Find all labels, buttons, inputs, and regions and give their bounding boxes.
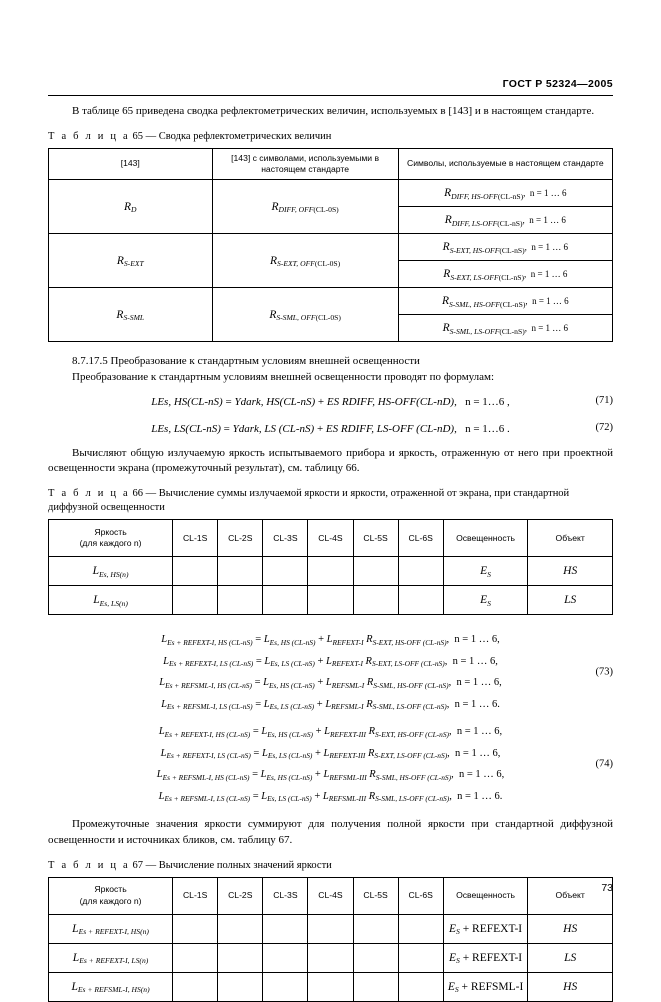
formula-74-line-4: $L_{Es + REFSML-I, LS (CL-nS)} = L_{Es, LS (CL-nS)} + L_{REFSML-III}$ $R_{S-SML, LS-OFF (CL-nS)}$, n = 1 … 6. [158, 790, 503, 804]
table-67-cell [218, 914, 263, 943]
formula-73-group [48, 629, 613, 715]
table-65-cell-symbol: $R_{S-EXT, OFF(CL-0S)}$ [212, 234, 398, 288]
formula-73-line-2: $L_{Es + REFEXT-I, LS (CL-nS)} = L_{Es, LS (CL-nS)} + L_{REFEXT-I}$ $R_{S-EXT, LS-OFF (CL-nS)}$, n = 1 … 6, [163, 655, 498, 669]
formula-72-number: (72) [595, 421, 613, 433]
table-65-cell-symbol: $R_{S-SML, LS-OFF(CL-nS)}$, n = 1 … 6 [398, 315, 612, 342]
intro-paragraph: В таблице 65 приведена сводка рефлектометрических величин, используемых в [143] и в настоящем стандарте. [72, 105, 595, 117]
formula-73-line-1: $L_{Es + REFEXT-I, HS (CL-nS)} = L_{Es, HS (CL-nS)} + L_{REFEXT-I}$ $R_{S-EXT, HS-OFF (CL-nS)}$, n = 1 … 6, [161, 634, 500, 647]
table-67-cell [263, 972, 308, 1001]
table-67-cell [218, 943, 263, 972]
table-67 [48, 877, 613, 1002]
table-67-cell [173, 972, 218, 1001]
table-66-cell-object: HS [528, 557, 613, 586]
table-67-cell-illuminance: $E_S$ + REFSML-I [443, 972, 528, 1001]
table-66-caption-text: 66 — Вычисление суммы излучаемой яркости и яркости, отраженной от экрана, при стандартной диффузной освещенности [48, 488, 570, 514]
table-67-caption-text: 67 — Вычисление полных значений яркости [132, 859, 332, 871]
section-title: 8.7.17.5 Преобразование к стандартным условиям внешней освещенности [72, 355, 420, 368]
table-66-header-cl4s: CL-4S [308, 520, 353, 557]
table-66-cell-illuminance: $E_S$ [443, 557, 528, 586]
table-67-caption [48, 859, 613, 873]
table-66 [48, 519, 613, 615]
table-66-header-cl1s: CL-1S [173, 520, 218, 557]
table-66-header-luminance: Яркость (для каждого n) [49, 520, 173, 557]
page-number: 73 [601, 882, 613, 894]
table-67-cell [218, 972, 263, 1001]
formula-74-line-3: $L_{Es + REFSML-I, HS (CL-nS)} = L_{Es, HS (CL-nS)} + L_{REFSML-III}$ $R_{S-SML, HS-OFF (CL-nS)}$, n = 1 … 6, [156, 769, 505, 782]
table-66-header-cl6s: CL-6S [398, 520, 443, 557]
table-65-caption-text: 65 — Сводка рефлектометрических величин [132, 130, 332, 142]
section-body: Преобразование к стандартным условиям внешней освещенности проводят по формулам: [72, 371, 495, 384]
table-row [49, 234, 613, 261]
table-66-cell [353, 586, 398, 615]
table-row [49, 288, 613, 315]
table-65-header-2: [143] с символами, используемыми в настоящем стандарте [212, 148, 398, 179]
table-65-cell-symbol: $R_D$ [49, 180, 213, 234]
table-65-caption-word: Т а б л и ц а [48, 130, 130, 142]
table-66-cell [398, 586, 443, 615]
formula-71-number: (71) [595, 395, 613, 406]
table-67-cell [353, 943, 398, 972]
table-66-caption [48, 487, 613, 515]
table-row [49, 914, 613, 943]
formula-72: LEs, LS(CL-nS) = Ydark, LS (CL-nS) + ES RDIFF, LS-OFF (CL-nD), n = 1…6 . (72) [151, 421, 613, 435]
table-66-header-illuminance: Освещенность [443, 520, 528, 557]
page-header: ГОСТ Р 52324—2005 [502, 78, 613, 90]
table-67-header-cl1s: CL-1S [173, 877, 218, 914]
table-67-cell-object: LS [528, 943, 613, 972]
table-67-cell [398, 914, 443, 943]
table-66-cell [263, 586, 308, 615]
table-67-header-cl2s: CL-2S [218, 877, 263, 914]
table-66-header-cl2s: CL-2S [218, 520, 263, 557]
table-66-cell [263, 557, 308, 586]
table-67-header-cl4s: CL-4S [308, 877, 353, 914]
table-67-cell-illuminance: $E_S$ + REFEXT-I [443, 914, 528, 943]
table-67-cell [398, 943, 443, 972]
table-row [49, 180, 613, 207]
table-66-cell [218, 586, 263, 615]
table-65-cell-symbol: $R_{DIFF, HS-OFF(CL-nS)}$, n = 1 … 6 [398, 180, 612, 207]
table-66-cell-object: LS [528, 586, 613, 615]
formula-71: LEs, HS(CL-nS) = Ydark, HS(CL-nS) + ES RDIFF, HS-OFF(CL-nD), n = 1…6 , (71) [151, 395, 613, 408]
table-65-header-3: Символы, используемые в настоящем стандарте [398, 148, 612, 179]
formula-74-line-2: $L_{Es + REFEXT-I, LS (CL-nS)} = L_{Es, LS (CL-nS)} + L_{REFEXT-III}$ $R_{S-EXT, LS-OFF (CL-nS)}$, n = 1 … 6, [160, 747, 501, 761]
table-66-row-label: $L_{Es, HS(n)}$ [49, 557, 173, 586]
table-67-header-cl6s: CL-6S [398, 877, 443, 914]
table-66-cell [308, 586, 353, 615]
formula-73-number: (73) [595, 666, 613, 678]
table-65-cell-symbol: $R_{S-SML, HS-OFF(CL-nS)}$, n = 1 … 6 [398, 288, 612, 315]
table-66-header-object: Объект [528, 520, 613, 557]
table-67-cell [308, 972, 353, 1001]
table-row [49, 557, 613, 586]
page-content [48, 104, 613, 1002]
table-65-cell-symbol: $R_{S-EXT, LS-OFF(CL-nS)}$, n = 1 … 6 [398, 261, 612, 288]
table-67-cell [353, 914, 398, 943]
table-row [49, 148, 613, 179]
formula-74-number: (74) [595, 758, 613, 770]
table-67-cell [308, 914, 353, 943]
formula-74-line-1: $L_{Es + REFEXT-I, HS (CL-nS)} = L_{Es, HS (CL-nS)} + L_{REFEXT-III}$ $R_{S-EXT, HS-OFF (CL-nS)}$, n = 1 … 6, [158, 726, 503, 739]
table-66-cell [218, 557, 263, 586]
table-65-cell-symbol: $R_{S-EXT}$ [49, 234, 213, 288]
table-67-header-illuminance: Освещенность [443, 877, 528, 914]
table-row [49, 943, 613, 972]
table-65-header-1: [143] [49, 148, 213, 179]
table-67-header-object: Объект [528, 877, 613, 914]
table-row [49, 877, 613, 914]
table-66-cell [398, 557, 443, 586]
formula-73-line-4: $L_{Es + REFSML-I, LS (CL-nS)} = L_{Es, LS (CL-nS)} + L_{REFSML-I}$ $R_{S-SML, LS-OFF (CL-nS)}$, n = 1 … 6. [161, 698, 500, 712]
table-65-cell-symbol: $R_{DIFF, OFF(CL-0S)}$ [212, 180, 398, 234]
table-65-cell-symbol: $R_{S-SML}$ [49, 288, 213, 342]
table-66-cell [353, 557, 398, 586]
table-67-caption-word: Т а б л и ц а [48, 859, 130, 871]
table-65-cell-symbol: $R_{S-EXT, HS-OFF(CL-nS)}$, n = 1 … 6 [398, 234, 612, 261]
table-66-cell [173, 557, 218, 586]
table-67-cell [308, 943, 353, 972]
table-66-cell [308, 557, 353, 586]
table-67-row-label: $L_{Es + REFEXT-I, LS(n)}$ [49, 943, 173, 972]
table-row [49, 520, 613, 557]
table-65-cell-symbol: $R_{DIFF, LS-OFF(CL-nS)}$, n = 1 … 6 [398, 207, 612, 234]
header-divider [48, 95, 613, 96]
table-66-cell [173, 586, 218, 615]
table-66-cell-illuminance: $E_S$ [443, 586, 528, 615]
table-67-cell [353, 972, 398, 1001]
table-67-header-cl5s: CL-5S [353, 877, 398, 914]
table-67-cell [398, 972, 443, 1001]
table-67-row-label: $L_{Es + REFSML-I, HS(n)}$ [49, 972, 173, 1001]
table-67-header-cl3s: CL-3S [263, 877, 308, 914]
table-67-header-luminance: Яркость (для каждого n) [49, 877, 173, 914]
table-67-cell [263, 943, 308, 972]
table-65-caption [48, 130, 613, 144]
table-65-cell-symbol: $R_{S-SML, OFF(CL-0S)}$ [212, 288, 398, 342]
table-67-cell [173, 943, 218, 972]
table-row [49, 972, 613, 1001]
after-table66-paragraph: Промежуточные значения яркости суммируют для получения полной яркости при стандартной диффузной освещенности и источниках бликов, см. таблицу 67. [48, 818, 613, 847]
after-formulas-paragraph: Вычисляют общую излучаемую яркость испытываемого прибора и яркость, отраженную от него при проектной освещенности экрана (промежуточный результат), см. таблицу 66. [48, 446, 613, 475]
formula-74-group [48, 721, 613, 807]
table-67-cell-object: HS [528, 972, 613, 1001]
table-66-header-cl5s: CL-5S [353, 520, 398, 557]
table-66-header-cl3s: CL-3S [263, 520, 308, 557]
table-67-cell [173, 914, 218, 943]
table-66-row-label: $L_{Es, LS(n)}$ [49, 586, 173, 615]
table-67-row-label: $L_{Es + REFEXT-I, HS(n)}$ [49, 914, 173, 943]
table-67-cell [263, 914, 308, 943]
table-row [49, 586, 613, 615]
formula-73-line-3: $L_{Es + REFSML-I, HS (CL-nS)} = L_{Es, HS (CL-nS)} + L_{REFSML-I}$ $R_{S-SML, HS-OFF (CL-nS)}$, n = 1 … 6, [159, 677, 502, 690]
table-67-cell-object: HS [528, 914, 613, 943]
table-67-cell-illuminance: $E_S$ + REFEXT-I [443, 943, 528, 972]
table-66-caption-word: Т а б л и ц а [48, 488, 130, 499]
table-65 [48, 148, 613, 342]
